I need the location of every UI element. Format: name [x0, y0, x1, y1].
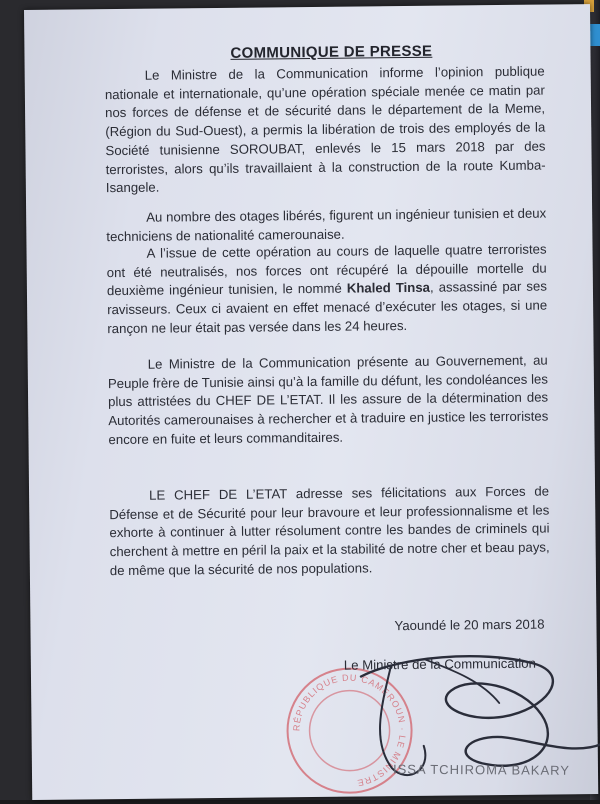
paragraph-1	[105, 63, 546, 199]
seal-text: RÉPUBLIQUE DU CAMEROUN · LE MINISTRE	[291, 672, 408, 789]
paragraph-1-text: Le Ministre de la Communication informe l’opinion publique nationale et internationale, qu’une opération spéciale menée ce matin par nos forces de défense et de sécurité dans le département de la Meme, (Région du Sud-Ouest), a permis la libération de trois des employés de la Société tunisienne SOROUBAT, enlevés le 15 mars 2018 par des terroristes, alors qu’ils travaillaient à la construction de la route Kumba-Isangele.	[104, 63, 546, 196]
paragraph-5	[109, 483, 550, 581]
signatory-name: ISSA TCHIROMA BAKARY	[392, 761, 571, 778]
paragraph-4-text: Le Ministre de la Communication présente au Gouvernement, au Peuple frère de Tunisie ainsi qu’à la famille du défunt, les condoléances les plus attristées du CHEF DE L’ETAT. Il les assure de la détermination des Autorités camerounaises à rechercher et à traduire en justice les terroristes encore en fuite et leurs commanditaires.	[107, 352, 549, 447]
paragraph-2-text: Au nombre des otages libérés, figurent un ingénieur tunisien et deux techniciens de nationalité camerounaise.	[106, 205, 547, 244]
paragraph-3-tail: , assassiné par ses ravisseurs. Ceux ci avaient en effet menacé d’exécuter les otages, si une rançon ne leur était pas versée dans les 24 heures.	[107, 278, 548, 336]
paragraph-4	[108, 352, 549, 450]
document-title: COMMUNIQUE DE PRESSE	[230, 42, 433, 62]
press-release-sheet	[24, 4, 598, 800]
signatory-title: Le Ministre de la Communication	[343, 655, 536, 673]
hostage-name: Khaled Tinsa	[346, 280, 431, 297]
date-line: Yaoundé le 20 mars 2018	[394, 616, 545, 634]
blue-tab-marker	[590, 24, 600, 46]
paragraph-3	[106, 241, 547, 339]
paragraph-5-text: LE CHEF DE L’ETAT adresse ses félicitations aux Forces de Défense et de Sécurité pour leur bravoure et leur professionnalisme et les exhorte à continuer à lutter résolument contre les bandes de criminels qui cherchent à mettre en péril la paix et la stabilité de notre cher et beau pays, de même que la sécurité de nos populations.	[109, 483, 550, 578]
paragraph-3-lead: A l’issue de cette opération au cours de laquelle quatre terroristes ont été neutralisés, nos forces ont récupéré la dépouille mortelle du deuxième ingénieur tunisien, le nommé	[106, 241, 547, 299]
